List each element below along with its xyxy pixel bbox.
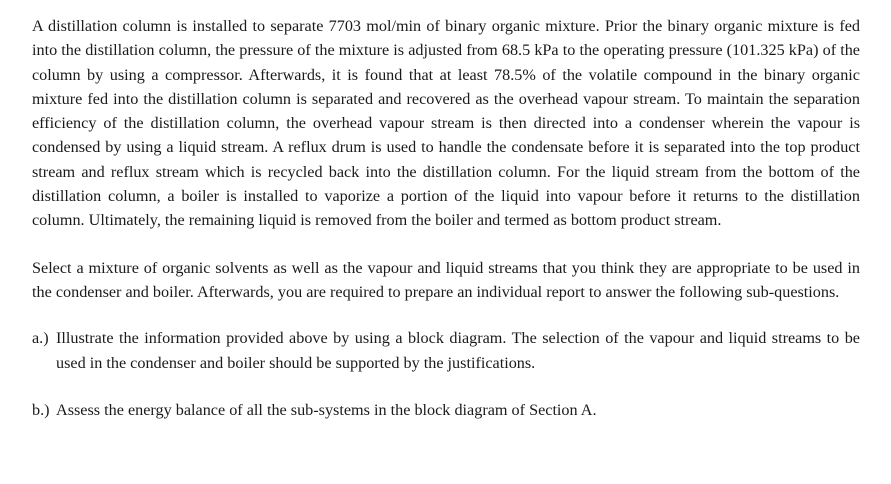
document-page: [32, 14, 860, 422]
sub-question-text: Illustrate the information provided above by using a block diagram. The selection of the vapour and liquid streams to be used in the condenser and boiler should be supported by the justifications.: [56, 329, 860, 372]
problem-statement-paragraph: A distillation column is installed to separate 7703 mol/min of binary organic mixture. Prior the binary organic mixture is fed into the distillation column, the pressure of the mixture is adjusted from 68.5 kPa to the operating pressure (101.325 kPa) of the column by using a compressor. Afterwards, it is found that at least 78.5% of the volatile compound in the binary organic mixture fed into the distillation column is separated and recovered as the overhead vapour stream. To maintain the separation efficiency of the distillation column, the overhead vapour stream is then directed into a condenser wherein the vapour is condensed by using a liquid stream. A reflux drum is used to handle the condensate before it is separated into the top product stream and reflux stream which is recycled back into the distillation column. For the liquid stream from the bottom of the distillation column, a boiler is installed to vaporize a portion of the liquid into vapour before it returns to the distillation column. Ultimately, the remaining liquid is removed from the boiler and termed as bottom product stream.: [32, 17, 860, 230]
sub-question-b: [32, 398, 860, 422]
sub-questions-list: [32, 326, 860, 422]
sub-question-marker: a.): [32, 329, 49, 348]
sub-question-marker: b.): [32, 400, 50, 419]
sub-question-text: Assess the energy balance of all the sub-systems in the block diagram of Section A.: [56, 400, 597, 419]
sub-question-a: [32, 326, 860, 375]
instructions-paragraph: Select a mixture of organic solvents as well as the vapour and liquid streams that you think they are appropriate to be used in the condenser and boiler. Afterwards, you are required to prepare an individual report to answer the following sub-questions.: [32, 258, 860, 301]
